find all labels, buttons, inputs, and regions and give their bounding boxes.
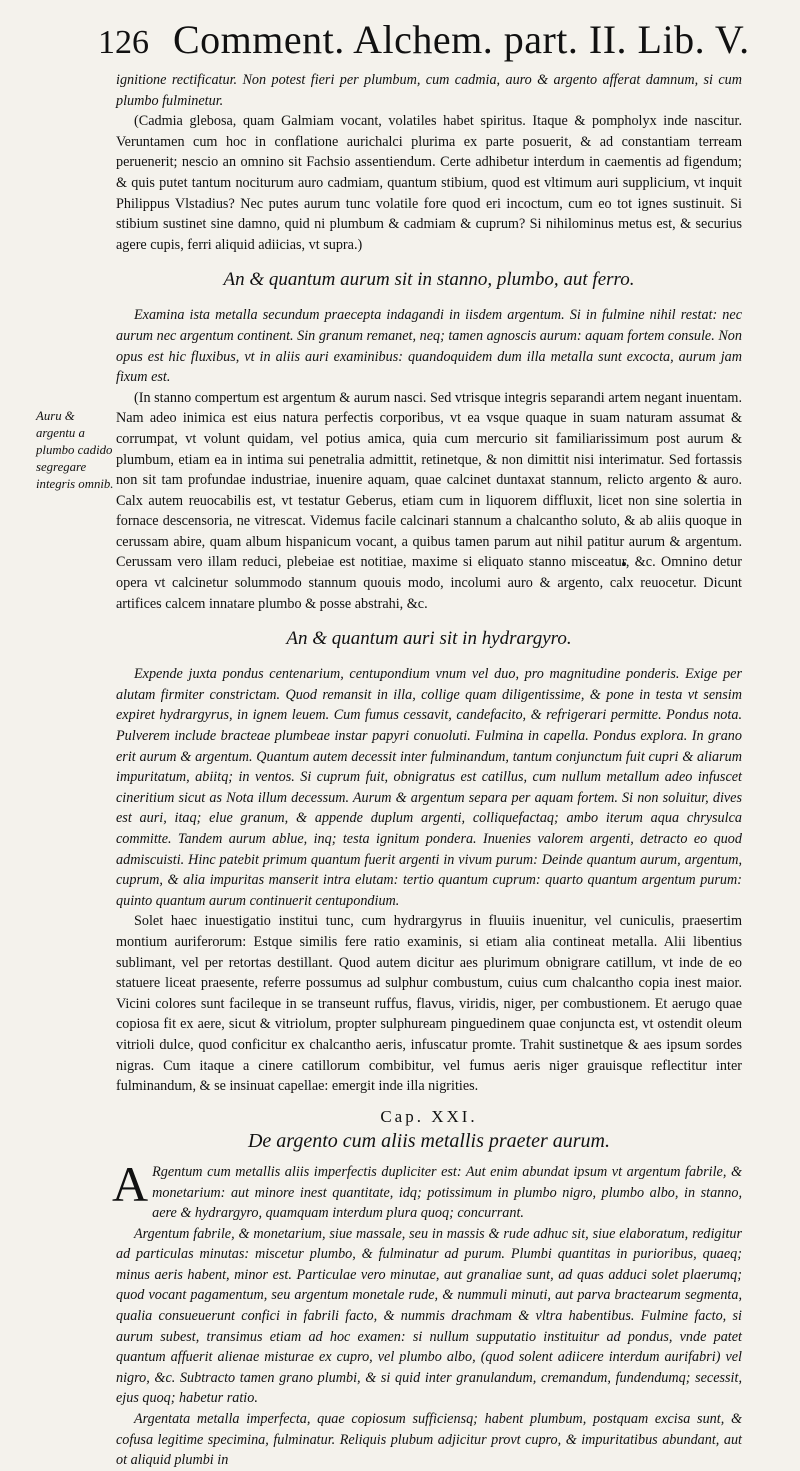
paragraph bbox=[112, 1155, 742, 1224]
paragraph: (Cadmia glebosa, quam Galmiam vocant, volatiles habet spiritus. Itaque & pompholyx inde nascitur. Veruntamen cum hoc in conflatione aurichalci plurima ex parte posuerit, & ad constantiam terream peruenerit; nescio an omnino sit Fachsio assentiendum. Certe adhibetur interdum in caementis ad figendum; & quis putet tantum nociturum auro cadmiam, quantum stibium, quod est vltimum auri supplicium, vt inquit Philippus Vlstadius? Nec putes aurum tunc volatile fore quod eri incoctum, cum eo tot ignes sustinuit. Si stibium sustinet sine damno, quid ni plumbum & cadmiam & cuprum? Si nihilominus metus est, & securius agere cupis, ferri aliquid adiicias, vt supra.) bbox=[116, 113, 742, 253]
page-body bbox=[112, 70, 742, 1471]
page-header bbox=[98, 16, 780, 66]
running-title: Comment. Alchem. part. II. Lib. V. bbox=[173, 17, 750, 62]
paragraph-text: Rgentum cum metallis aliis imperfectis dupliciter est: Aut enim abundat ipsum vt argentum fabrile, & monetarium: aut minore inest quantitate, idq; potissimum in plumbo nigro, plumbo albo, in stanno, aere & hydrargyro, quamquam interdum plura quoq; concurrant. bbox=[152, 1163, 742, 1222]
drop-cap: A bbox=[112, 1155, 149, 1212]
paragraph: (In stanno compertum est argentum & aurum nasci. Sed vtrisque integris separandi artem negant inuentam. Nam adeo inimica est eius natura perfectis corporibus, vt ea vsque quaque in suam naturam assumat & corrumpat, vt volunt quidam, vel potius amica, quia cum mercurio sit familiarissimum post aurum & plumbum, etiam ea in intima sui penetralia admittit, retinetque, & non dimittit nisi interimatur. Sed fortassis non sit tam profundae industriae, inuenire aquam, quae calcinet duntaxat stannum, relicto argento & auro. Calx autem reuocabilis est, vt testatur Geberus, etiam cum in liquorem diffluxit, licet non sine solertia in fornace descensoria, ne vitrescat. Videmus facile calcinari stannum a chalcantho soluto, & ab aliis quoque in cerussam abire, quam album hispanicum vocant, a quibus tamen parum aut nihil patitur aurum & argentum. Cerussam vero illam reduci, plebeiae est notitiae, maxime si eliquato stanno misceatur, &c. Omnino detur opera vt calcinetur solummodo stannum quouis modo, incolumi auro & argento, calx reuocetur. Dicunt artifices calcem innatare plumbo & posse abstrahi, &c. bbox=[116, 389, 742, 612]
chapter-number: Cap. XXI. bbox=[380, 1106, 478, 1126]
section-heading: An & quantum auri sit in hydrargyro. bbox=[286, 628, 572, 650]
paragraph: Expende juxta pondus centenarium, centupondium vnum vel duo, pro magnitudine ponderis. Exige per alutam firmiter constrictam. Quod remansit in illa, collige quam diligentissime, & pone in testa vt sensim expiret hydrargyrus, in ignem leuem. Cum fumus cessavit, candefacito, & refrigerari permitte. Pondus nota. Pulverem include bracteae plumbeae instar papyri conuoluti. Fulmina in capella. Pondus explora. In grano erit aurum & argentum. Quantum autem decessit inter fulminandum, tantum conjunctum fuit cupri & aliarum impuritatum, abiitq; in ventos. Si cuprum fuit, obnigratus est catillus, cum nullum metallum adeo infuscet cineritium sicut as Nota illum decessum. Aurum & argentum separa per aquam fortem. Si non soluitur, dives est auri, itaq; elue granum, & appende duplum argenti, colliquefactaq; ambo iterum aqua chrysulca committe. Tandem aurum ablue, inq; testa ignitum pondera. Inuenies valorem argenti, detracto eo quod admiscuisti. Hinc patebit primum quantum fuerit argenti in vivum purum: Deinde quantum aurum, argentum, cuprum, & alia impuritas manserit intra elutam: tertio quantum cuprum: quarto quantum argentum purum: quinto quantum aurum continuerit centupondium. bbox=[116, 666, 742, 909]
paragraph: Examina ista metalla secundum praecepta indagandi in iisdem argentum. Si in fulmine nihil restat: nec aurum nec argentum continent. Sin granum remanet, neq; tamen agnoscis aurum: aquam fortem consule. Non opus est hic fluxibus, vt in aliis auri examinibus: quandoquidem dum illa metalla sunt excocta, aurum jam fixum est. bbox=[116, 307, 742, 386]
section-heading: An & quantum aurum sit in stanno, plumbo, aut ferro. bbox=[223, 269, 635, 291]
paragraph: Argentata metalla imperfecta, quae copiosum sufficiensq; habent plumbum, postquam excisa sunt, & cofusa legitime specimina, fulminatur. Reliquis plubum adjicitur provt cupro, & impuritatibus abundant, aut ot aliquid plumbi in bbox=[116, 1411, 742, 1469]
page-number: 126 bbox=[98, 24, 149, 61]
margin-note: Auru & argentu a plumbo cadido segregare integris omnib. bbox=[36, 409, 114, 491]
paragraph: ignitione rectificatur. Non potest fieri per plumbum, cum cadmia, auro & argento afferat damnum, si cum plumbo fulminetur. bbox=[116, 72, 742, 109]
chapter-title: De argento cum aliis metallis praeter aurum. bbox=[247, 1130, 610, 1153]
paragraph: Argentum fabrile, & monetarium, siue massale, seu in massis & rude adhuc sit, siue elaboratum, redigitur ad particulas minutas: miscetur plumbo, & fulminatur ad purum. Plumbi quantitas in purioribus, quaeq; minus aeris habent, minor est. Particulae vero minutae, aut granaliae sunt, ad quas adduci solet plaerumq; quod vocant pagamentum, seu argentum monetale rude, & nummuli minuti, aut parva bractearum segmenta, qualia consueuerunt confici in fabrili facto, & nummis drachmam & vltra habentibus. Fulmine facto, si aurum subest, transimus etiam ad hoc examen: si nullum supputatio instituitur ad pondus, vnde patet quantum affuerit alienae misturae ex cupro, vel plumbo albo, (quod solent adiicere interdum aurifabri) vel nigro, &c. Subtracto tamen grano plumbi, & si quid inter granulandum, cremandum, fundendumq; secessit, ejus quoq; habetur ratio. bbox=[116, 1225, 742, 1407]
paragraph: Solet haec inuestigatio institui tunc, cum hydrargyrus in fluuiis inuenitur, vel cuniculis, praesertim montium auriferorum: Estque similis fere ratio examinis, si etiam alia contineat metalla. Alii libentius sublimant, vel per retortas destillant. Quod autem dicitur aes plurimum obnigrare catillum, vt inde de eo statuere liceat praesente, referre possumus ad sulphur combustum, cuius cum chalcantho copia inest maior. Vicini colores sunt facileque in se transeunt ruffus, flavus, viridis, niger, per combustionem. Et aerugo quae copiosa fit ex aere, sicut & vitriolum, propter sulphuream pinguedinem quae conjuncta est, vt ostendit oleum vitrioli dulce, quod conficitur ex chalcantho aeris, infuscatur promte. Trahit sustinetque & aes ipsum sordes nigras. Cum itaque a cinere catillorum combibitur, vel fumus aeris niger grauisque reflectitur inter fulminandum, & se insinuat capellae: emergit inde illa nigrities. bbox=[116, 913, 742, 1095]
